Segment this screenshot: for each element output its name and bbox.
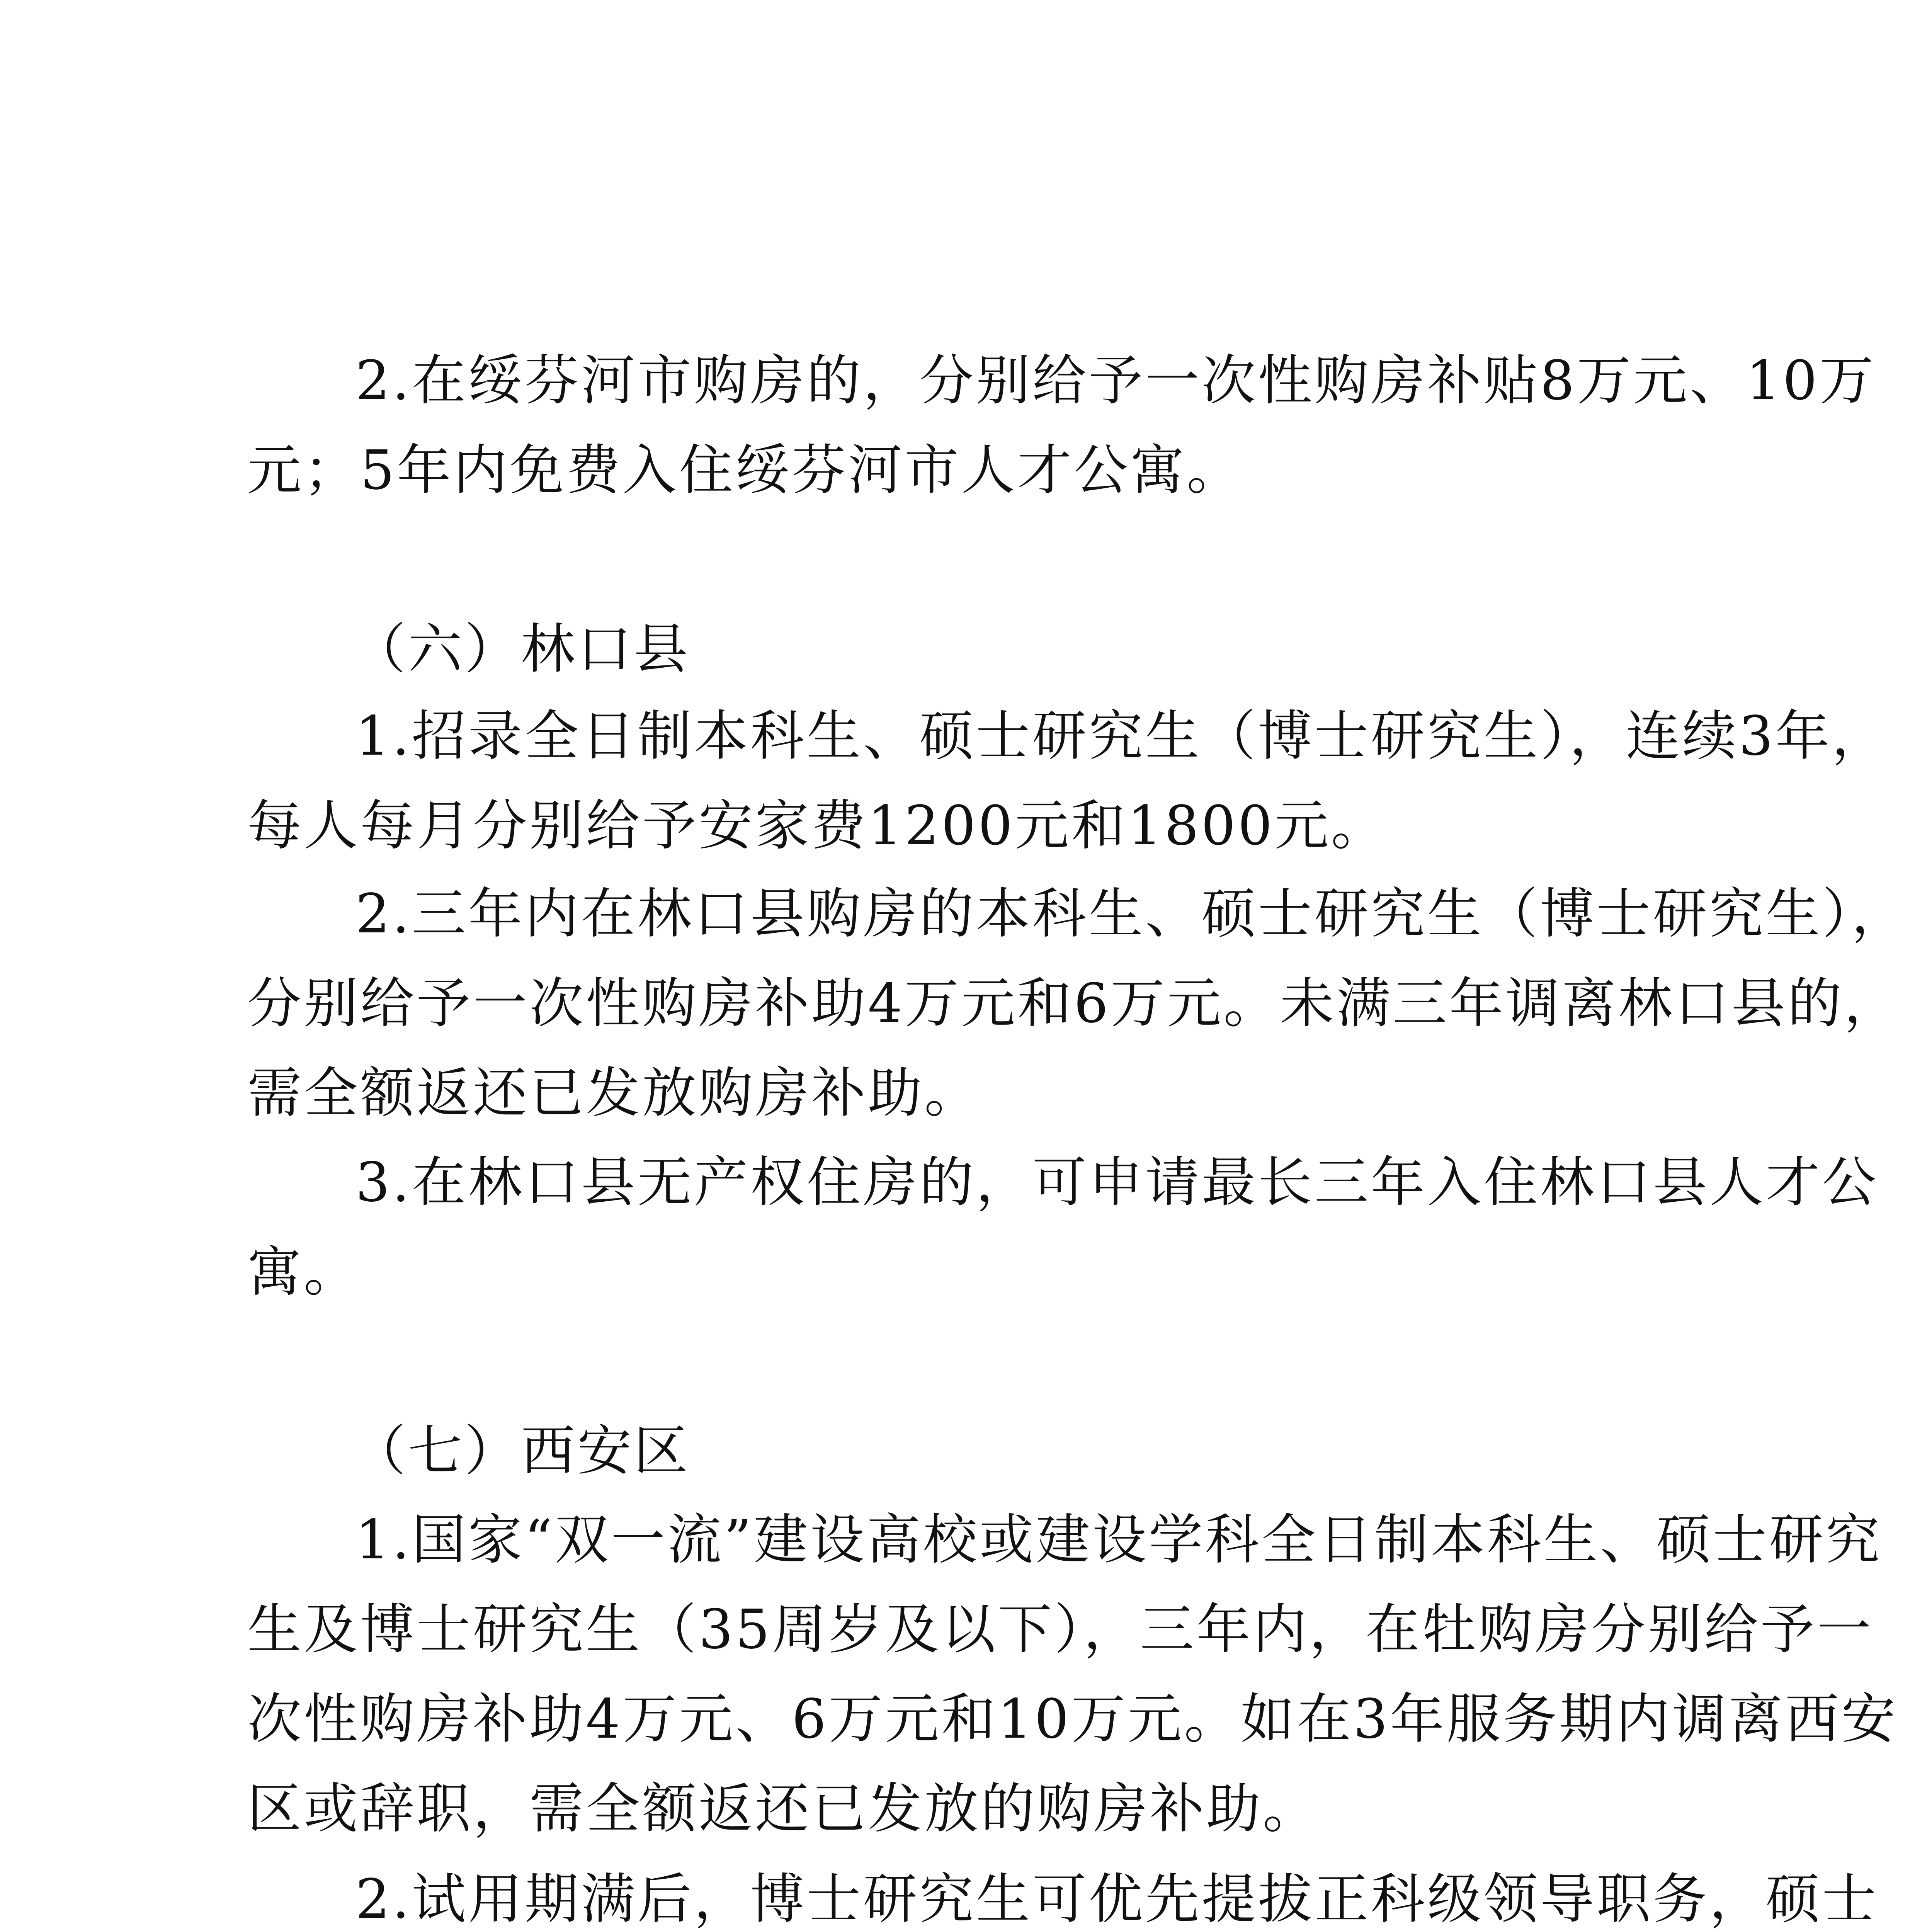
paragraph-suifenhe-housing [247, 336, 1876, 515]
section-heading-xian: （七）西安区 [352, 1420, 690, 1483]
paragraph-line: 2.三年内在林口县购房的本科生、硕士研究生（博士研究生）， [355, 883, 1908, 946]
paragraph-xian-housing-subsidy [247, 1495, 1898, 1854]
paragraph-xian-promotion [247, 1855, 1879, 1932]
paragraph-line: 3.在林口县无产权住房的，可申请最长三年入住林口县人才公 [355, 1151, 1879, 1214]
paragraph-line: 次性购房补助4万元、6万元和10万元。如在3年服务期内调离西安 [247, 1688, 1898, 1751]
paragraph-line: 1.国家“双一流”建设高校或建设学科全日制本科生、硕士研究 [355, 1509, 1882, 1571]
paragraph-line: 2.在绥芬河市购房的，分别给予一次性购房补贴8万元、10万 [355, 349, 1876, 412]
paragraph-line: 元；5年内免费入住绥芬河市人才公寓。 [247, 439, 1243, 502]
paragraph-line: 1.招录全日制本科生、硕士研究生（博士研究生），连续3年， [355, 705, 1888, 768]
paragraph-linkou-apartment [247, 1138, 1879, 1317]
paragraph-line: 寓。 [247, 1241, 361, 1304]
paragraph-line: 区或辞职，需全额返还已发放的购房补助。 [247, 1777, 1320, 1840]
paragraph-line: 每人每月分别给予安家费1200元和1800元。 [247, 794, 1388, 857]
paragraph-line: 需全额返还已发放购房补助。 [247, 1062, 981, 1125]
paragraph-line: 生及博士研究生（35周岁及以下），三年内，在牡购房分别给予一 [247, 1598, 1874, 1661]
paragraph-linkou-allowance [247, 692, 1888, 871]
paragraph-line: 分别给予一次性购房补助4万元和6万元。未满三年调离林口县的， [247, 972, 1901, 1035]
section-heading-linkou: （六）林口县 [352, 618, 690, 681]
paragraph-linkou-housing [247, 869, 1908, 1138]
paragraph-line: 2.试用期满后，博士研究生可优先提拔正科级领导职务，硕士 [355, 1868, 1879, 1931]
